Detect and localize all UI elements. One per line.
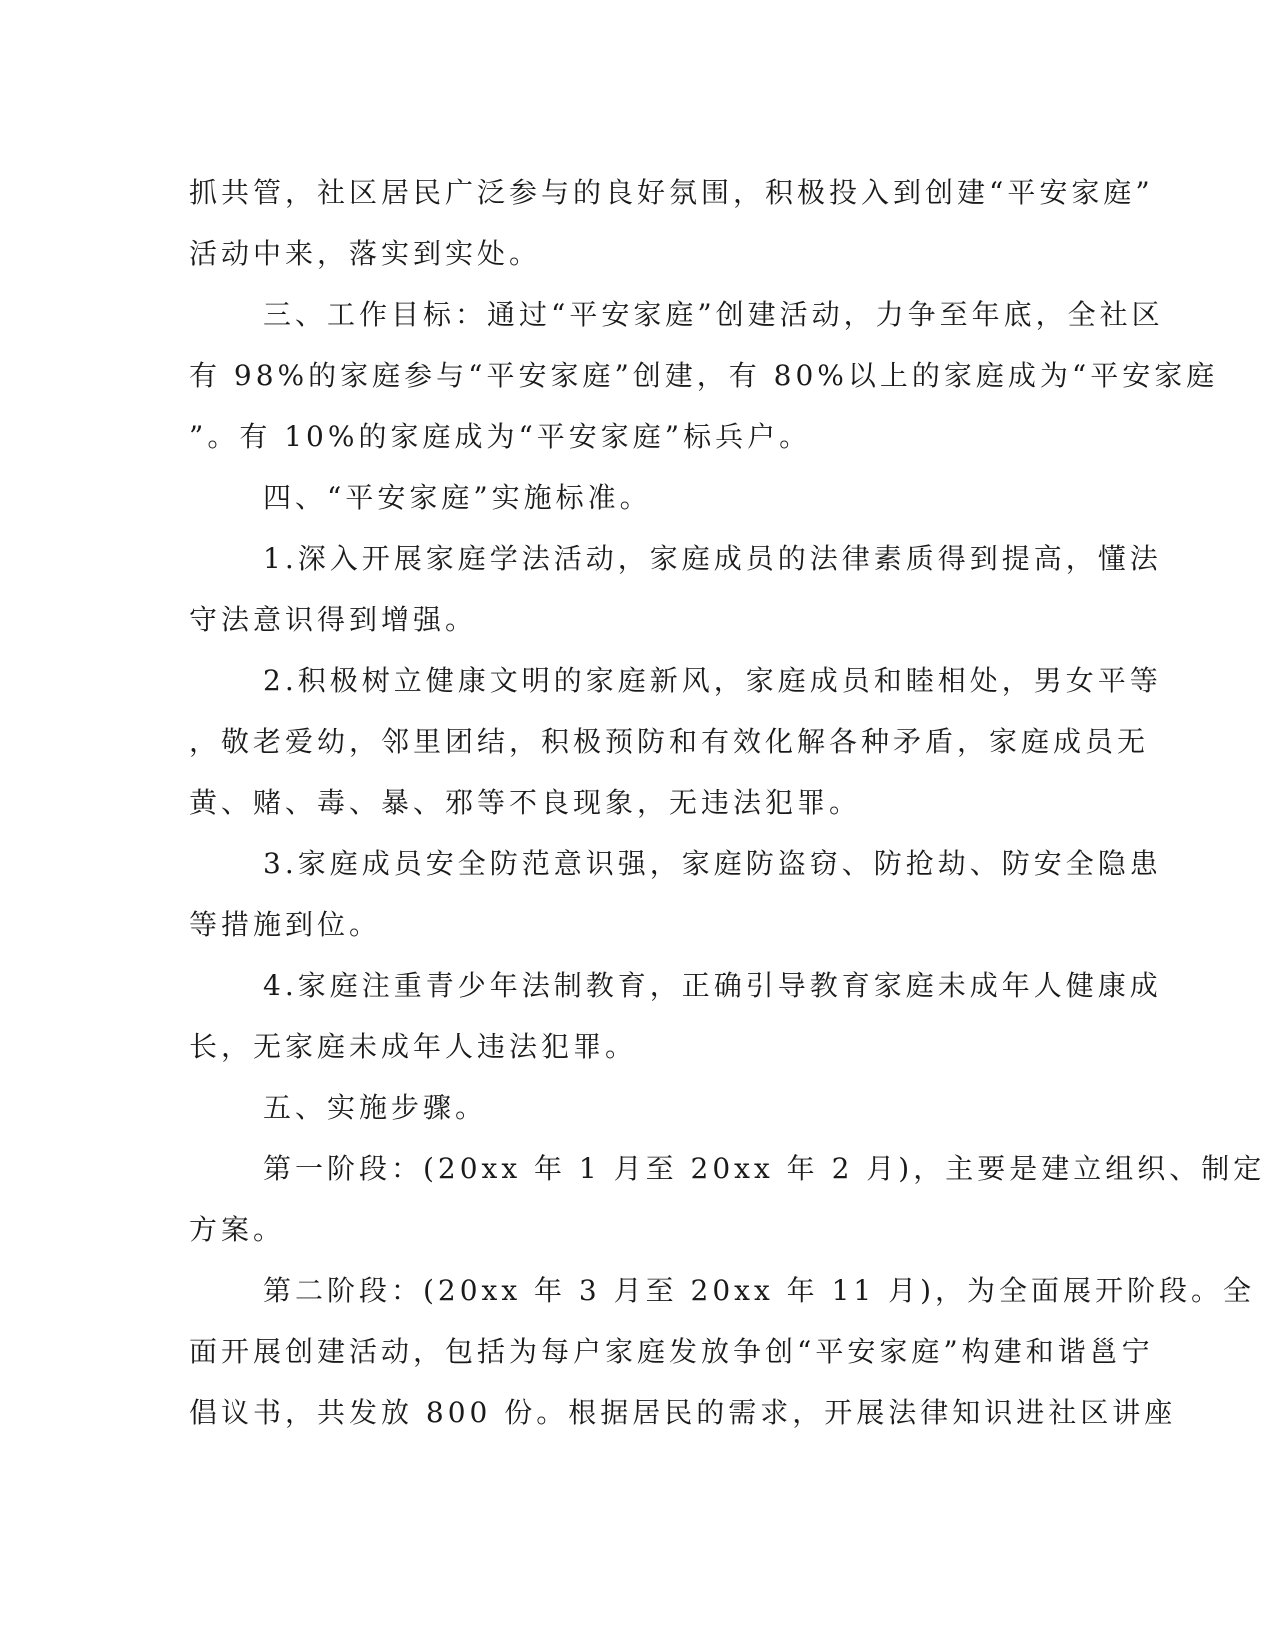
text-line-7: 1.深入开展家庭学法活动，家庭成员的法律素质得到提高，懂法	[263, 542, 1162, 575]
text-line-19: 第二阶段：(20xx 年 3 月至 20xx 年 11 月)，为全面展开阶段。全	[263, 1274, 1256, 1307]
text-line-20: 面开展创建活动，包括为每户家庭发放争创“平安家庭”构建和谐邕宁	[189, 1335, 1154, 1368]
text-line-5: ”。有 10%的家庭成为“平安家庭”标兵户。	[189, 420, 812, 453]
text-line-11: 黄、赌、毒、暴、邪等不良现象，无违法犯罪。	[189, 786, 862, 819]
text-line-1: 抓共管，社区居民广泛参与的良好氛围，积极投入到创建“平安家庭”	[189, 176, 1154, 209]
text-line-6: 四、“平安家庭”实施标准。	[263, 481, 652, 514]
text-line-17: 第一阶段：(20xx 年 1 月至 20xx 年 2 月)，主要是建立组织、制定	[263, 1152, 1266, 1185]
text-line-2: 活动中来，落实到实处。	[189, 237, 542, 270]
text-line-21: 倡议书，共发放 800 份。根据居民的需求，开展法律知识进社区讲座	[189, 1396, 1177, 1429]
text-line-13: 等措施到位。	[189, 908, 382, 941]
text-line-8: 守法意识得到增强。	[189, 603, 478, 636]
text-line-4: 有 98%的家庭参与“平安家庭”创建，有 80%以上的家庭成为“平安家庭	[189, 359, 1219, 392]
text-line-15: 长，无家庭未成年人违法犯罪。	[189, 1030, 638, 1063]
document-body	[189, 162, 1266, 1443]
text-line-3: 三、工作目标：通过“平安家庭”创建活动，力争至年底，全社区	[263, 298, 1164, 331]
text-line-12: 3.家庭成员安全防范意识强，家庭防盗窃、防抢劫、防安全隐患	[263, 847, 1162, 880]
text-line-18: 方案。	[189, 1213, 286, 1246]
text-line-16: 五、实施步骤。	[263, 1091, 488, 1124]
text-line-9: 2.积极树立健康文明的家庭新风，家庭成员和睦相处，男女平等	[263, 664, 1162, 697]
text-line-14: 4.家庭注重青少年法制教育，正确引导教育家庭未成年人健康成	[263, 969, 1162, 1002]
text-line-10: ，敬老爱幼，邻里团结，积极预防和有效化解各种矛盾，家庭成员无	[189, 725, 1150, 758]
